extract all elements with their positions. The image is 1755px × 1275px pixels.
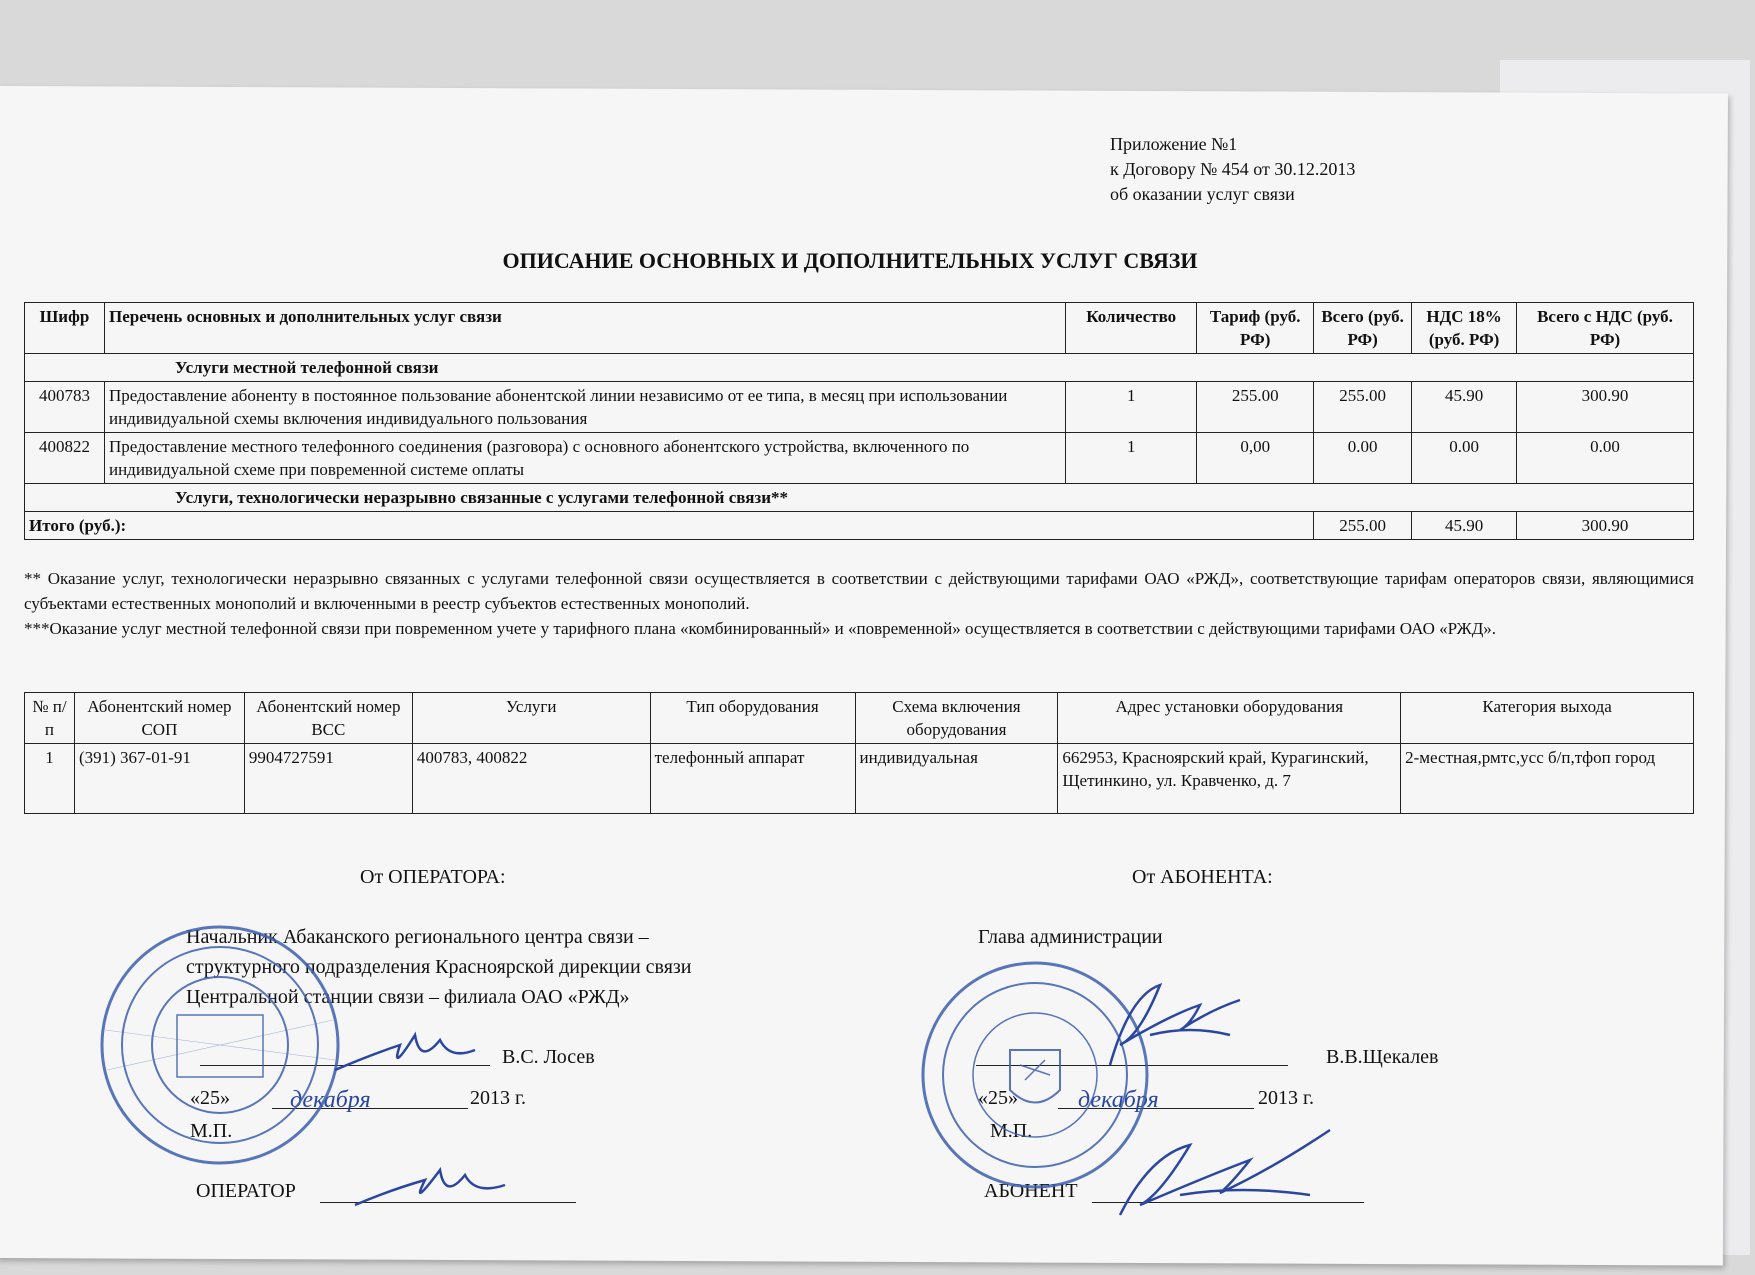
subscriber-date-month: декабря	[1078, 1087, 1159, 1113]
cell-total-vat: 0.00	[1517, 433, 1694, 484]
cell-total: 0.00	[1314, 433, 1412, 484]
section-row	[25, 354, 1694, 382]
col-services: Услуги	[412, 693, 650, 744]
col-sop: Абонентский номер СОП	[74, 693, 244, 744]
operator-date-year: 2013 г.	[470, 1087, 526, 1109]
col-number: № п/п	[25, 693, 75, 744]
operator-date-day: «25»	[190, 1087, 230, 1109]
total-label: Итого (руб.):	[25, 512, 1314, 540]
subscriber-name: В.В.Щекалев	[1326, 1046, 1439, 1068]
col-code: Шифр	[25, 303, 105, 354]
footnote-1: ** Оказание услуг, технологически неразрывно связанных с услугами телефонной связи осуществляется в соответствии с действующими тарифами ОАО «РЖД», соответствующие тарифам операторов связи, являющимися субъектами естественных монополий и включенными в реестр субъектов естественных монополий.	[24, 569, 1694, 613]
cell-desc: Предоставление местного телефонного соединения (разговора) с основного абонентского устройства, включенного по индивидуальной схеме при повременной системе оплаты	[104, 433, 1065, 484]
cell-total-vat: 300.90	[1517, 382, 1694, 433]
subscriber-heading: От АБОНЕНТА:	[1132, 866, 1273, 888]
services-table	[24, 302, 1694, 540]
table-row	[25, 744, 1694, 814]
cell-code: 400822	[25, 433, 105, 484]
col-address: Адрес установки оборудования	[1058, 693, 1401, 744]
operator-mp: М.П.	[190, 1120, 233, 1142]
equipment-header-row	[25, 693, 1694, 744]
operator-sign-label: ОПЕРАТОР	[196, 1180, 296, 1202]
cell-tariff: 0,00	[1197, 433, 1314, 484]
col-vat: НДС 18% (руб. РФ)	[1412, 303, 1517, 354]
col-total-vat: Всего с НДС (руб. РФ)	[1517, 303, 1694, 354]
subscriber-signature-icon	[1100, 975, 1250, 1075]
document-title: ОПИСАНИЕ ОСНОВНЫХ И ДОПОЛНИТЕЛЬНЫХ УСЛУГ СВЯЗИ	[502, 248, 1198, 273]
cell-desc: Предоставление абоненту в постоянное пользование абонентской линии независимо от ее типа, в месяц при использовании индивидуальной схемы включения индивидуального пользования	[104, 382, 1065, 433]
appendix-header	[1110, 132, 1355, 207]
subscriber-position: Глава администрации	[978, 926, 1163, 948]
subscriber-signature-2-icon	[1110, 1115, 1340, 1225]
subscriber-date-year: 2013 г.	[1258, 1087, 1314, 1109]
section-row	[25, 484, 1694, 512]
total-vat: 45.90	[1412, 512, 1517, 540]
total-row	[25, 512, 1694, 540]
section-local-telephony: Услуги местной телефонной связи	[25, 354, 1694, 382]
operator-position-3: Центральной станции связи – филиала ОАО «РЖД»	[186, 986, 630, 1008]
table-row	[25, 382, 1694, 433]
cell-tariff: 255.00	[1197, 382, 1314, 433]
operator-position-1: Начальник Абаканского регионального центра связи –	[186, 926, 649, 948]
col-services: Перечень основных и дополнительных услуг связи	[104, 303, 1065, 354]
cell-number: 1	[25, 744, 75, 814]
services-header-row	[25, 303, 1694, 354]
operator-name: В.С. Лосев	[502, 1046, 595, 1068]
operator-date-month: декабря	[290, 1087, 371, 1113]
cell-total: 255.00	[1314, 382, 1412, 433]
cell-vat: 45.90	[1412, 382, 1517, 433]
col-qty: Количество	[1066, 303, 1197, 354]
footnote-2: ***Оказание услуг местной телефонной связи при повременном учете у тарифного плана «комбинированный» и «повременной» осуществляется в соответствии с действующими тарифами ОАО «РЖД».	[24, 619, 1497, 638]
cell-code: 400783	[25, 382, 105, 433]
section-related-services: Услуги, технологически неразрывно связанные с услугами телефонной связи**	[25, 484, 1694, 512]
cell-sop: (391) 367-01-91	[74, 744, 244, 814]
subscriber-mp: М.П.	[990, 1120, 1033, 1142]
cell-scheme: индивидуальная	[855, 744, 1058, 814]
operator-signature-2-icon	[350, 1145, 510, 1220]
col-category: Категория выхода	[1401, 693, 1694, 744]
col-equipment: Тип оборудования	[650, 693, 855, 744]
cell-equipment: телефонный аппарат	[650, 744, 855, 814]
appendix-line-2: к Договору № 454 от 30.12.2013	[1110, 159, 1356, 179]
total-with-vat: 300.90	[1517, 512, 1694, 540]
operator-position-2: структурного подразделения Красноярской дирекции связи	[186, 956, 692, 978]
cell-address: 662953, Красноярский край, Курагинский, Щетинкино, ул. Кравченко, д. 7	[1058, 744, 1401, 814]
col-scheme: Схема включения оборудования	[855, 693, 1058, 744]
cell-qty: 1	[1066, 433, 1197, 484]
footnotes	[24, 566, 1694, 641]
subscriber-sign-label: АБОНЕНТ	[984, 1180, 1078, 1202]
col-vss: Абонентский номер ВСС	[244, 693, 412, 744]
cell-qty: 1	[1066, 382, 1197, 433]
operator-signature-icon	[330, 1015, 480, 1085]
col-total: Всего (руб. РФ)	[1314, 303, 1412, 354]
col-tariff: Тариф (руб. РФ)	[1197, 303, 1314, 354]
operator-heading: От ОПЕРАТОРА:	[360, 866, 506, 888]
table-row	[25, 433, 1694, 484]
equipment-table	[24, 692, 1694, 814]
appendix-line-1: Приложение №1	[1110, 134, 1238, 154]
subscriber-date-day: «25»	[978, 1087, 1018, 1109]
operator-stamp-icon	[95, 920, 345, 1170]
total-sum: 255.00	[1314, 512, 1412, 540]
cell-vat: 0.00	[1412, 433, 1517, 484]
appendix-line-3: об оказании услуг связи	[1110, 184, 1295, 204]
cell-category: 2-местная,рмтс,усс б/п,тфоп город	[1401, 744, 1694, 814]
cell-services: 400783, 400822	[412, 744, 650, 814]
cell-vss: 9904727591	[244, 744, 412, 814]
